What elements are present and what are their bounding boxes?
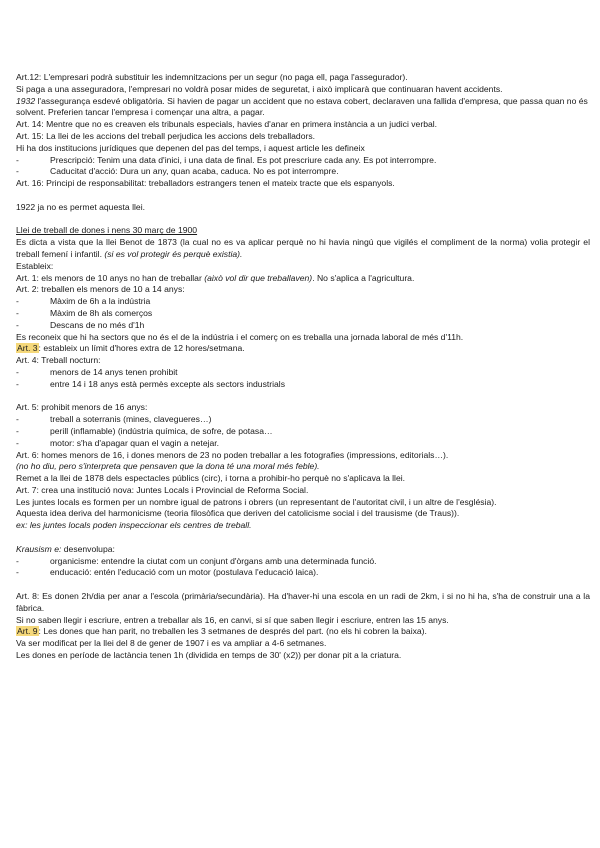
list-item: - menors de 14 anys tenen prohibit <box>16 366 178 377</box>
list-item-text: organicisme: entendre la ciutat com un conjunt d'òrgans amb una determinada funció. <box>50 555 377 566</box>
art12-line: Art.12: L'empresari podrà substituir les indemnitzacions per un segur (no paga ell, paga l'assegurador). <box>16 72 408 82</box>
list-item: - enducació: entén l'educació com un motor (postulava l'educació laica). <box>16 567 319 578</box>
art12-1932-paragraph <box>16 96 590 120</box>
art16-line: Art. 16: Principi de responsabilitat: treballadors estrangers tenen el mateix tracte que els espanyols. <box>16 178 395 189</box>
art1-text-end: . No s'aplica a l'agricultura. <box>312 272 415 283</box>
art8-paragraph: Art. 8: Es donen 2h/dia per anar a l'escola (primària/secundària). Ha d'haver-hi una escola en un radi de 2km, i si no hi ha, s'ha de construir una a la fàbrica. <box>16 591 590 613</box>
document-content <box>16 72 590 662</box>
list-item: - perill (inflamable) (indústria química, de sofre, de potasa… <box>16 425 273 436</box>
note-1922: 1922 ja no es permet aquesta llei. <box>16 201 145 212</box>
art3-text: : estableix un límit d'hores extra de 12 hores/setmana. <box>38 343 245 354</box>
modificat-line: Va ser modificat per la llei del 8 de gener de 1907 i es va ampliar a 4-6 setmanes. <box>16 638 327 649</box>
section-heading: Llei de treball de dones i nens 30 març de 1900 <box>16 225 198 236</box>
bullet-item: - Caducitat d'acció: Dura un any, quan acaba, caduca. No es pot interrompre. <box>16 166 339 177</box>
bullet-item: - Prescripció: Tenim una data d'inici, i una data de final. Es pot prescriure cada any. Es pot interrompre. <box>16 154 437 165</box>
list-item-text: menors de 14 anys tenen prohibit <box>50 366 178 377</box>
art12-cont-line: Si paga a una asseguradora, l'empresari no voldrà posar mides de seguretat, i això implicarà que continuaran havent accidents. <box>16 83 503 94</box>
example-line: ex: les juntes locals poden inspeccionar els centres de treball. <box>16 520 252 531</box>
list-item-text: enducació: entén l'educació com un motor (postulava l'educació laica). <box>50 567 319 578</box>
art3-line <box>16 343 590 355</box>
llegir-line: Si no saben llegir i escriure, entren a treballar als 16, en canvi, si sí que saben llegir i escriure, entren las 15 anys. <box>16 614 449 625</box>
reconeix-line: Es reconeix que hi ha sectors que no és el de la indústria i el comerç on es treballa una jornada laboral de més d'11h. <box>16 331 464 342</box>
estableix-label: Estableix: <box>16 260 54 271</box>
year-1932: 1932 <box>16 95 36 106</box>
art1-text: Art. 1: els menors de 10 anys no han de treballar <box>16 272 205 283</box>
list-item-text: perill (inflamable) (indústria química, de sofre, de potasa… <box>50 425 273 436</box>
art1-line <box>16 273 590 285</box>
list-item-text: treball a soterranis (mines, clavegueres…) <box>50 414 212 425</box>
lactancia-line: Les dones en període de lactància tenen 1h (dividida en temps de 30' (x2)) per donar pit a la criatura. <box>16 650 402 661</box>
institutions-intro: Hi ha dos institucions jurídiques que depenen del pas del temps, i aquest article les defineix <box>16 142 365 153</box>
krausisme-label: Krausism e: <box>16 543 62 554</box>
intro-text: Es dicta a vista que la llei Benot de 1873 (la cual no es va aplicar perquè no hi havia ningú que vigilés el compliment de la norma) volia protegir el treball femení i infantil. <box>16 237 590 259</box>
remet-line: Remet a la llei de 1878 dels espectacles públics (circ), i torna a prohibir-ho perquè no s'aplicava la llei. <box>16 473 406 484</box>
bullet-text: Prescripció: Tenim una data d'inici, i una data de final. Es pot prescriure cada any. Es pot interrompre. <box>50 154 437 165</box>
list-item: - entre 14 i 18 anys està permès excepte als sectors industrials <box>16 378 286 389</box>
list-item-text: Màxim de 6h a la indústria <box>50 296 151 307</box>
list-item-text: Màxim de 8h als comerços <box>50 307 153 318</box>
list-item: - Descans de no més d'1h <box>16 319 145 330</box>
bullet-text: Caducitat d'acció: Dura un any, quan acaba, caduca. No es pot interrompre. <box>50 166 339 177</box>
harmonicisme-line: Aquesta idea deriva del harmonicisme (teoria filosòfica que deriven del catolicisme social i del trausisme (de Traus)). <box>16 508 460 519</box>
krausisme-text: desenvolupa: <box>61 543 115 554</box>
intro-italic: (si es vol protegir és perquè existia). <box>104 248 243 259</box>
art2-line: Art. 2: treballen els menors de 10 a 14 anys: <box>16 284 185 295</box>
art6-italic: (no ho diu, pero s'interpreta que pensaven que la dona té una moral més feble). <box>16 461 320 472</box>
art9-highlight: Art. 9 <box>17 626 38 637</box>
art7-line: Art. 7: crea una institució nova: Juntes Locals i Provincial de Reforma Social. <box>16 484 309 495</box>
art4-line: Art. 4: Treball nocturn: <box>16 355 101 366</box>
list-item: - Màxim de 8h als comerços <box>16 307 153 318</box>
krausisme-line <box>16 544 590 556</box>
juntes-line: Les juntes locals es formen per un nombre igual de patrons i obrers (un representant de l'autoritat civil, i un altre de l'església). <box>16 496 497 507</box>
art1-italic: (això vol dir que treballaven) <box>204 272 313 283</box>
list-item-text: Descans de no més d'1h <box>50 319 145 330</box>
art15-line: Art. 15: La llei de les accions del treball perjudica les accions dels treballadors. <box>16 130 316 141</box>
list-item: - Màxim de 6h a la indústria <box>16 296 151 307</box>
art14-line: Art. 14: Mentre que no es creaven els tribunals especials, havies d'anar en primera instància a un judici verbal. <box>16 119 438 130</box>
list-item-text: motor: s'ha d'apagar quan el vagin a netejar. <box>50 437 220 448</box>
art9-text: : Les dones que han parit, no treballen les 3 setmanes de després del part. (no els hi cobren la baixa). <box>38 626 427 637</box>
list-item: - treball a soterranis (mines, clavegueres…) <box>16 414 212 425</box>
list-item: - motor: s'ha d'apagar quan el vagin a netejar. <box>16 437 220 448</box>
art12-1932-text: l'assegurança esdevé obligatòria. Si havien de pagar un accident que no estava cobert, declaraven una fallida d'empresa, que passa quan no és solvent. Preferien tancar l'empresa i començar una altra, a pagar. <box>16 95 588 118</box>
intro-paragraph <box>16 237 590 261</box>
art5-line: Art. 5: prohibit menors de 16 anys: <box>16 402 148 413</box>
art6-line: Art. 6: homes menors de 16, i dones menors de 23 no poden treballar a les fotografies (impressions, editorials…). <box>16 449 449 460</box>
art9-line <box>16 626 590 638</box>
list-item: - organicisme: entendre la ciutat com un conjunt d'òrgans amb una determinada funció. <box>16 555 377 566</box>
art3-highlight: Art. 3 <box>17 343 38 354</box>
list-item-text: entre 14 i 18 anys està permès excepte als sectors industrials <box>50 378 286 389</box>
